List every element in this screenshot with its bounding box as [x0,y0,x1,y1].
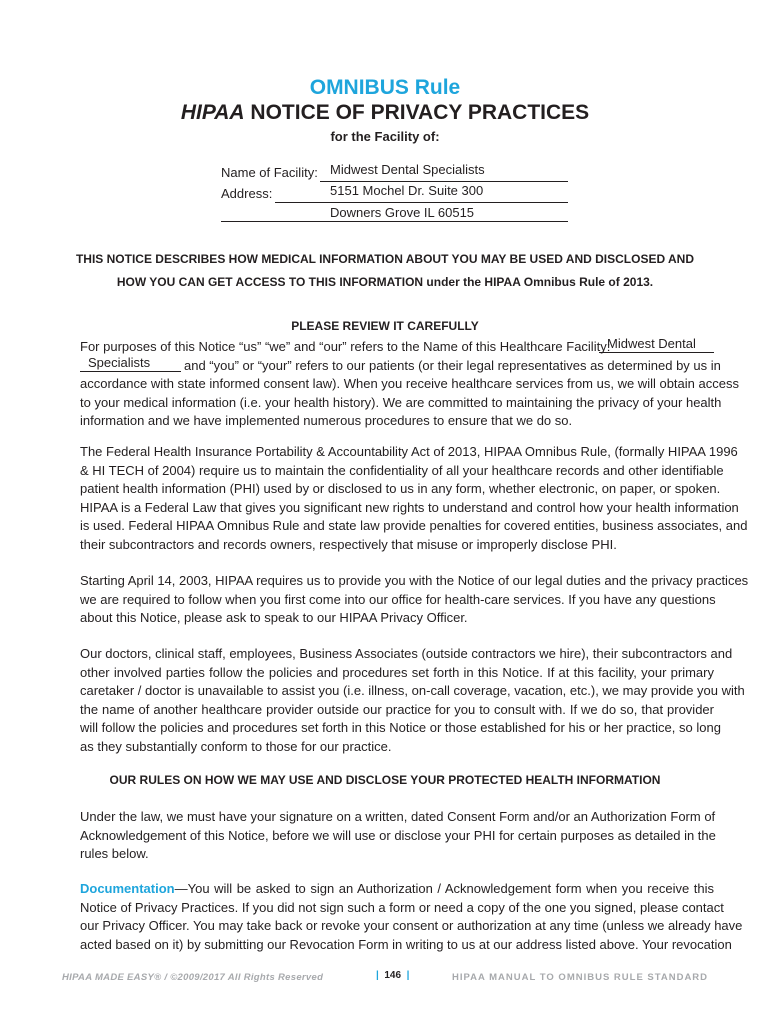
text-line: as they substantially conform to those for our practice. [80,738,392,754]
text-line: about this Notice, please ask to speak to our HIPAA Privacy Officer. [80,610,468,625]
address-line2-value: Downers Grove IL 60515 [330,205,475,220]
address-label: Address: [221,186,273,201]
text-line: other involved parties follow the policies and procedures set forth in this Notice. If at this facility, your primary [80,664,714,680]
text-line: Notice of Privacy Practices. If you did not sign such a form or need a copy of the one you signed, please contact [80,899,724,915]
title-hipaa: HIPAA [180,101,245,124]
review-heading: PLEASE REVIEW IT CAREFULLY [291,319,479,333]
paragraph-federal-act [80,443,748,554]
text-line: caretaker / doctor is unavailable to assist you (i.e. illness, on-call coverage, vacation, etc.), we may provide you with [80,683,745,698]
rules-heading: OUR RULES ON HOW WE MAY USE AND DISCLOSE YOUR PROTECTED HEALTH INFORMATION [109,773,661,787]
text-line: rules below. [80,846,149,861]
facility-name-label: Name of Facility: [221,165,318,180]
text-line: will follow the policies and procedures set forth in this Notice or those established for his or her practice, so long [80,720,721,735]
facility-fill-2: Specialists [88,354,151,370]
page-title: OMNIBUS Rule [309,76,461,99]
notice-line-1: THIS NOTICE DESCRIBES HOW MEDICAL INFORMATION ABOUT YOU MAY BE USED AND DISCLOSED AND [75,252,695,266]
text-line: Under the law, we must have your signature on a written, dated Consent Form and/or an Authorization Form of [80,809,716,824]
documentation-first-line [80,880,714,899]
text-line: the name of another healthcare provider outside our practice for you to consult with. If we do so, that provider [80,701,714,717]
paragraph-purposes [80,336,739,431]
purposes-line-1 [80,338,714,357]
page-number: 146 [384,970,402,981]
purposes-line-4: to your medical information (i.e. your health history). We are committed to maintaining the privacy of your health [80,394,722,410]
facility-intro: for the Facility of: [330,129,440,144]
text-line: patient health information (PHI) used by or disclosed to us in any form, whether electronic, on paper, or spoken. [80,481,721,496]
purposes-text-2: and “you” or “your” refers to our patients (or their legal representatives as determined by us in [184,357,721,373]
paragraph-our-doctors [80,645,745,756]
text-line: & HI TECH of 2004) require us to maintain the confidentiality of all your healthcare records and other identifiable [80,462,724,478]
address-line1-value: 5151 Mochel Dr. Suite 300 [330,183,484,198]
title-rest: NOTICE OF PRIVACY PRACTICES [244,101,590,124]
footer-page-number: | 146 | [376,970,410,981]
notice-line-2: HOW YOU CAN GET ACCESS TO THIS INFORMATION under the HIPAA Omnibus Rule of 2013. [116,275,654,289]
document-title [0,101,770,125]
text-line: Acknowledgement of this Notice, before we will use or disclose your PHI for certain purposes as detailed in the [80,827,716,843]
text-line: acted based on it) by submitting our Revocation Form in writing to us at our address listed above. Your revocation [80,936,732,952]
purposes-line-5: information and we have implemented numerous procedures to ensure that we do so. [80,413,573,428]
documentation-label: Documentation [80,881,175,896]
text-line: HIPAA is a Federal Law that gives you significant new rights to understand and control how your health information [80,499,739,515]
footer-copyright: HIPAA MADE EASY® / ©2009/2017 All Rights Reserved [62,972,324,983]
documentation-first-text: —You will be asked to sign an Authorization / Acknowledgement form when you receive this [174,881,714,896]
text-line: we are required to follow when you first come into our office for health-care services. If you have any questions [80,591,716,607]
facility-name-value: Midwest Dental Specialists [330,162,485,177]
purposes-line-3: accordance with state informed consent law). When you receive healthcare services from us, we will obtain access [80,376,739,391]
text-line: is used. Federal HIPAA Omnibus Rule and state law provide penalties for covered entities, business associates, and [80,518,748,533]
text-line: Our doctors, clinical staff, employees, Business Associates (outside contractors we hire), their subcontractors and [80,646,733,661]
paragraph-under-the-law [80,808,714,864]
facility-fill-1: Midwest Dental [607,336,696,351]
text-line: Starting April 14, 2003, HIPAA requires us to provide you with the Notice of our legal duties and the privacy practices [80,573,749,588]
text-line: their subcontractors and records owners, respectively that misuse or improperly disclose PHI. [80,536,617,552]
paragraph-documentation [80,880,743,954]
purposes-line-2 [80,354,721,376]
paragraph-starting-april [80,572,749,628]
text-line: The Federal Health Insurance Portability & Accountability Act of 2013, HIPAA Omnibus Rule, (formally HIPAA 1996 [80,444,738,459]
footer-manual-title: HIPAA MANUAL TO OMNIBUS RULE STANDARD [452,972,709,983]
text-line: our Privacy Officer. You may take back or revoke your consent or authorization at any time (unless we already have [80,918,743,933]
purposes-text-1: For purposes of this Notice “us” “we” and “our” refers to the Name of this Healthcare Facility: [80,339,611,354]
